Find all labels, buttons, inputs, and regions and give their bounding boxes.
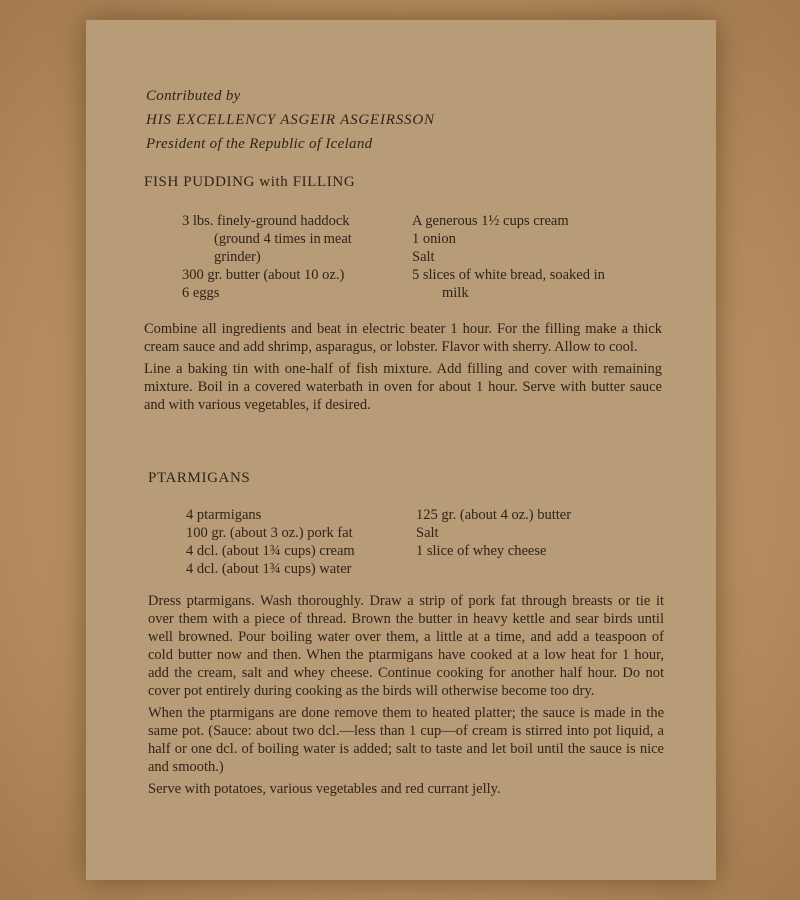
book-page bbox=[86, 20, 716, 880]
recipe-title-fish-pudding: FISH PUDDING with FILLING bbox=[144, 174, 356, 190]
ingredient-line: 3 lbs. finely-ground haddock bbox=[182, 213, 350, 229]
ingredient-line: 4 ptarmigans bbox=[186, 507, 262, 523]
fish-pudding-ingredients-left bbox=[182, 212, 402, 302]
ingredient-line: 6 eggs bbox=[182, 285, 220, 301]
ingredient-line: 100 gr. (about 3 oz.) pork fat bbox=[186, 525, 353, 541]
contributor-block bbox=[146, 84, 435, 156]
fish-pudding-instructions bbox=[144, 320, 662, 418]
recipe-title-ptarmigans: PTARMIGANS bbox=[148, 470, 251, 486]
ptarmigans-ingredients-right bbox=[416, 506, 636, 560]
ingredient-line: 300 gr. butter (about 10 oz.) bbox=[182, 267, 345, 283]
ptarmigans-instructions bbox=[148, 592, 664, 802]
instruction-paragraph: Line a baking tin with one-half of fish mixture. Add filling and cover with remaining mixture. Boil in a covered waterbath in oven for about 1 hour. Serve with butter sauce and with various vegetables, if desired. bbox=[144, 361, 662, 413]
instruction-paragraph: When the ptarmigans are done remove them to heated platter; the sauce is made in the same pot. (Sauce: about two dcl.—less than 1 cup—of cream is stirred into pot liquid, a half or one dcl. of boiling water is added; salt to taste and let boil until the sauce is nice and smooth.) bbox=[148, 705, 664, 775]
contributor-role: President of the Republic of Iceland bbox=[146, 136, 373, 152]
contributed-by-label: Contributed by bbox=[146, 88, 241, 104]
ingredient-line: 4 dcl. (about 1¾ cups) cream bbox=[186, 543, 355, 559]
ingredient-line: 125 gr. (about 4 oz.) butter bbox=[416, 507, 572, 523]
ingredient-line: milk bbox=[442, 285, 469, 301]
ingredient-line: 1 slice of whey cheese bbox=[416, 543, 547, 559]
ptarmigans-ingredients-left bbox=[186, 506, 406, 578]
ingredient-line: 1 onion bbox=[412, 231, 456, 247]
ingredient-line: A generous 1½ cups cream bbox=[412, 213, 569, 229]
fish-pudding-ingredients-right bbox=[412, 212, 652, 302]
instruction-paragraph: Dress ptarmigans. Wash thoroughly. Draw a strip of pork fat through breasts or tie it over them with a piece of thread. Brown the butter in heavy kettle and sear birds until well browned. Pour boiling water over them, a little at a time, and add a teaspoon of cold butter now and then. When the ptarmigans have cooked at a low heat for 1 hour, add the cream, salt and whey cheese. Continue cooking for another half hour. Do not cover pot entirely during cooking as the birds will otherwise become too dry. bbox=[148, 593, 664, 699]
instruction-paragraph: Combine all ingredients and beat in electric beater 1 hour. For the filling make a thick cream sauce and add shrimp, asparagus, or lobster. Flavor with sherry. Allow to cool. bbox=[144, 321, 662, 355]
ingredient-line: Salt bbox=[416, 525, 439, 541]
ingredient-line: grinder) bbox=[214, 249, 261, 265]
ingredient-line: 4 dcl. (about 1¾ cups) water bbox=[186, 561, 352, 577]
ingredient-line: (ground 4 times in meat bbox=[214, 231, 352, 247]
ingredient-line: Salt bbox=[412, 249, 435, 265]
ingredient-line: 5 slices of white bread, soaked in bbox=[412, 267, 605, 283]
contributor-name: HIS EXCELLENCY ASGEIR ASGEIRSSON bbox=[146, 112, 435, 128]
instruction-paragraph: Serve with potatoes, various vegetables and red currant jelly. bbox=[148, 781, 501, 797]
